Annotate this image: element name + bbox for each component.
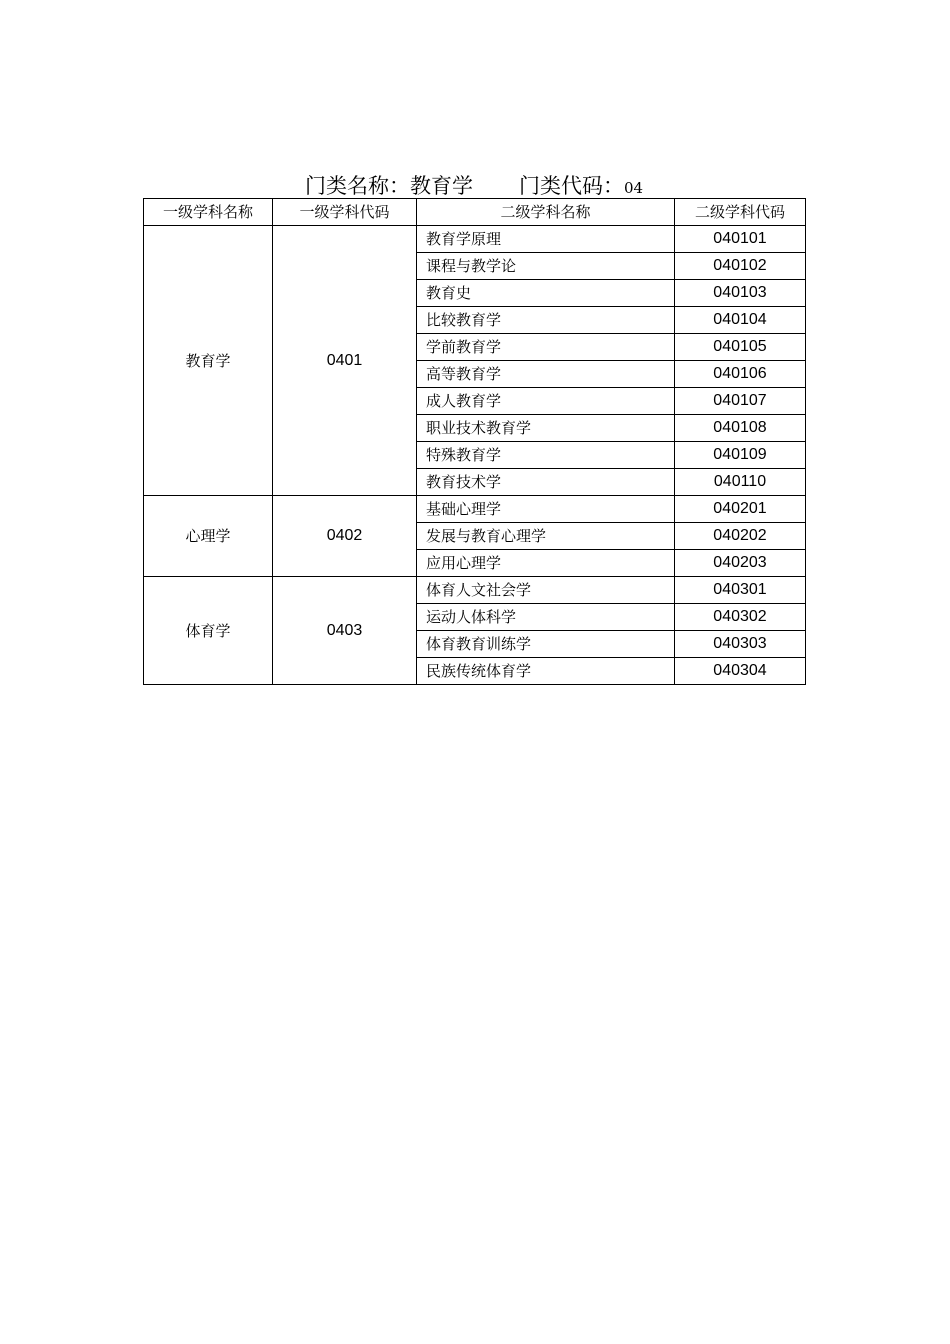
level2-name-cell: 职业技术教育学	[417, 415, 675, 442]
level1-code-cell: 0401	[273, 226, 417, 496]
level1-name-cell: 心理学	[144, 496, 273, 577]
level1-name-cell: 教育学	[144, 226, 273, 496]
category-code-label: 门类代码：	[518, 174, 624, 198]
category-name: 教育学	[409, 174, 473, 198]
level2-name-cell: 比较教育学	[417, 307, 675, 334]
level2-code-cell: 040201	[675, 496, 806, 523]
header-level2-code: 二级学科代码	[675, 199, 806, 226]
level2-name-cell: 基础心理学	[417, 496, 675, 523]
level2-name-cell: 成人教育学	[417, 388, 675, 415]
level2-name-cell: 特殊教育学	[417, 442, 675, 469]
level2-name-cell: 教育学原理	[417, 226, 675, 253]
level2-name-cell: 教育史	[417, 280, 675, 307]
level2-code-cell: 040202	[675, 523, 806, 550]
table-row	[144, 226, 806, 253]
level2-code-cell: 040101	[675, 226, 806, 253]
level2-code-cell: 040203	[675, 550, 806, 577]
level2-name-cell: 民族传统体育学	[417, 658, 675, 685]
header-level1-code: 一级学科代码	[273, 199, 417, 226]
level2-name-cell: 运动人体科学	[417, 604, 675, 631]
level1-name-cell: 体育学	[144, 577, 273, 685]
table-header	[144, 199, 806, 226]
level2-name-cell: 体育教育训练学	[417, 631, 675, 658]
table-body	[144, 226, 806, 685]
level2-code-cell: 040303	[675, 631, 806, 658]
level2-name-cell: 教育技术学	[417, 469, 675, 496]
level1-code-cell: 0403	[273, 577, 417, 685]
level2-code-cell: 040106	[675, 361, 806, 388]
header-row	[144, 199, 806, 226]
table-row	[144, 577, 806, 604]
level2-code-cell: 040105	[675, 334, 806, 361]
header-level2-name: 二级学科名称	[417, 199, 675, 226]
level2-name-cell: 课程与教学论	[417, 253, 675, 280]
level2-code-cell: 040102	[675, 253, 806, 280]
level2-name-cell: 发展与教育心理学	[417, 523, 675, 550]
category-name-label: 门类名称：	[304, 174, 410, 198]
level2-code-cell: 040109	[675, 442, 806, 469]
level2-code-cell: 040103	[675, 280, 806, 307]
level2-code-cell: 040108	[675, 415, 806, 442]
discipline-table	[143, 198, 806, 685]
level2-code-cell: 040304	[675, 658, 806, 685]
category-code: 04	[623, 179, 644, 197]
level2-code-cell: 040104	[675, 307, 806, 334]
level2-code-cell: 040301	[675, 577, 806, 604]
level2-code-cell: 040302	[675, 604, 806, 631]
header-level1-name: 一级学科名称	[144, 199, 273, 226]
level2-code-cell: 040107	[675, 388, 806, 415]
level2-name-cell: 应用心理学	[417, 550, 675, 577]
level2-name-cell: 学前教育学	[417, 334, 675, 361]
level1-code-cell: 0402	[273, 496, 417, 577]
level2-code-cell: 040110	[675, 469, 806, 496]
level2-name-cell: 高等教育学	[417, 361, 675, 388]
table-row	[144, 496, 806, 523]
level2-name-cell: 体育人文社会学	[417, 577, 675, 604]
